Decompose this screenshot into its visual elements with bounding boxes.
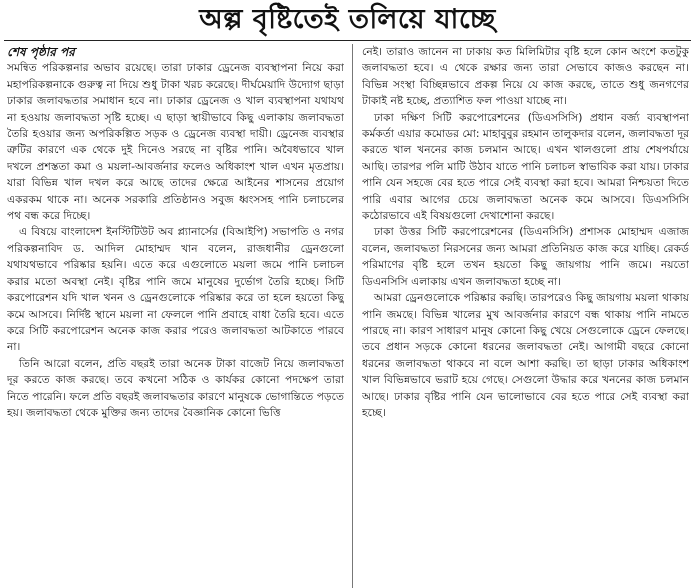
paragraph: নেই। তারাও জানেন না ঢাকায় কত মিলিমিটার বৃষ্টি হলে কোন অংশে কতটুকু জলাবদ্ধতা হবে। এ থেকে রক্ষার জন্য তারা সেভাবে কাজও করছেন না। বিভিন্ন সংস্থা বিচ্ছিন্নভাবে প্রকল্প নিয়ে যে কাজ করছে, তাতে শুধু জনগণের টাকাই নষ্ট হচ্ছে, প্রত্যাশিত ফল পাওয়া যাচ্ছে না। bbox=[362, 45, 689, 108]
paragraph: এ বিষয়ে বাংলাদেশ ইনস্টিটিউট অব প্ল্যানার্সের (বিআইপি) সভাপতি ও নগর পরিকল্পনাবিদ ড. আদিল মোহাম্মদ খান বলেন, রাজধানীর ড্রেনগুলো যথাযথভাবে পরিষ্কার হয়নি। এতে করে এগুলোতে ময়লা জমে পানি চলাচল করার মতো অবস্থা নেই। বৃষ্টির পানি জমে মানুষের দুর্ভোগ তৈরি হচ্ছে। সিটি করপোরেশন যদি খাল খনন ও ড্রেনগুলোকে পরিষ্কার করে তা হলে হয়তো কিছু কমে আসবে। নির্দিষ্ট স্থানে ময়লা না ফেললে পানি প্রবাহে বাধা তৈরি হবে। এতে করে সিটি করপোরেশন অনেক কাজ করার পরেও জলাবদ্ধতা আটকাতে পারবে না। bbox=[7, 225, 344, 354]
paragraph: সমন্বিত পরিকল্পনার অভাব রয়েছে। তারা ঢাকার ড্রেনেজ ব্যবস্থাপনা নিয়ে করা মহাপরিকল্পনাকে গুরুত্ব না দিয়ে শুধু টাকা খরচ করেছে। দীর্ঘমেয়াদি উদ্যোগ ছাড়া ঢাকার জলাবদ্ধতার সমাধান হবে না। ঢাকার ড্রেনেজ ও খাল ব্যবস্থাপনা যথাযথ না হওয়ায় জলাবদ্ধতা সৃষ্টি হচ্ছে। এ ছাড়া স্থায়ীভাবে কিছু এলাকায় জলাবদ্ধতা তৈরি হওয়ার জন্য অপরিকল্পিত সড়ক ও ড্রেনেজ ব্যবস্থা দায়ী। ড্রেনেজ ব্যবস্থার ত্রুটির কারণে এক থেকে দুই দিনেও সরছে না বৃষ্টির পানি। অবৈধভাবে খাল দখলে প্রশস্ততা কমা ও ময়লা-আবর্জনার ফলেও অধিকাংশ খাল এখন মৃতপ্রায়। যারা বিভিন্ন খাল দখল করে আছে তাদের ক্ষেত্রে আইনের শাসনের প্রয়োগ একরকম থাকে না। অনেক সরকারি প্রতিষ্ঠানও সবুজ ধ্বংসসহ পানি চলাচলের পথ বন্ধ করে দিচ্ছে। bbox=[7, 61, 344, 223]
continued-from-label: শেষ পৃষ্ঠার পর bbox=[7, 45, 75, 59]
article-column-left bbox=[7, 44, 344, 588]
headline-rule bbox=[4, 40, 691, 41]
paragraph: তিনি আরো বলেন, প্রতি বছরই তারা অনেক টাকা বাজেট নিয়ে জলাবদ্ধতা দূর করতে কাজ করছে। তবে কখনো সঠিক ও কার্যকর কোনো পদক্ষেপ তারা নিতে পারেনি। ফলে প্রতি বছরই জলাবদ্ধতার কারণে মানুষকে ভোগান্তিতে পড়তে হয়। জলাবদ্ধতা থেকে মুক্তির জন্য তাদের বৈজ্ঞানিক কোনো ভিত্তি bbox=[7, 356, 344, 419]
paragraph: ঢাকা দক্ষিণ সিটি করপোরেশনের (ডিএসসিসি) প্রধান বর্জ্য ব্যবস্থাপনা কর্মকর্তা এয়ার কমোডর মো: মাহাবুবুর রহমান তালুকদার বলেন, জলাবদ্ধতা দূর করতে খাল খননের কাজ চলমান আছে। এখন খালগুলো প্রায় শেষপর্যায়ে আছি। তারপর পলি মাটি উঠাব যাতে পানি চলাচল স্বাভাবিক করা যায়। ঢাকার পানি যেন সহজে বের হতে পারে সেই ব্যবস্থা করা হবে। আমরা নিশ্চয়তা দিতে পারি এবার আগের চেয়ে জলাবদ্ধতা অনেক কমে আসবে। ডিএসসিসি কঠোরভাবে এই বিষয়গুলো দেখাশোনা করছে। bbox=[362, 110, 689, 223]
headline: অল্প বৃষ্টিতেই তলিয়ে যাচ্ছে bbox=[199, 4, 496, 35]
article-column-right bbox=[362, 44, 689, 588]
paragraph: ঢাকা উত্তর সিটি করপোরেশনের (ডিএনসিসি) প্রশাসক মোহাম্মদ এজাজ বলেন, জলাবদ্ধতা নিরসনের জন্য আমরা প্রতিনিয়ত কাজ করে যাচ্ছি। রেকর্ড পরিমাণের বৃষ্টি হলে তখন হয়তো কিছু জায়গায় পানি জমে। নয়তো ডিএনসিসি এলাকায় এখন জলাবদ্ধতা হচ্ছে না। bbox=[362, 225, 689, 288]
column-divider bbox=[352, 44, 353, 588]
paragraph: আমরা ড্রেনগুলোকে পরিষ্কার করছি। তারপরেও কিছু জায়গায় ময়লা থাকায় পানি জমছে। বিভিন্ন খালের মুখ আবর্জনার কারণে বন্ধ থাকায় পানি নামতে পারছে না। কারণ সাধারণ মানুষ কোনো কিছু খেয়ে সেগুলোকে ড্রেনে ফেলছে। তবে প্রধান সড়কে কোনো ধরনের জলাবদ্ধতা নেই। আগামী বছরে কোনো ধরনের জলাবদ্ধতা থাকবে না বলে আশা করছি। তা ছাড়া ঢাকার অধিকাংশ খাল বিভিন্নভাবে ভরাট হয়ে গেছে। সেগুলো উদ্ধার করে খননের কাজ চলমান আছে। ঢাকার বৃষ্টির পানি যেন ভালোভাবে বের হতে পারে সেই ব্যবস্থা করা হচ্ছে। bbox=[362, 291, 689, 419]
